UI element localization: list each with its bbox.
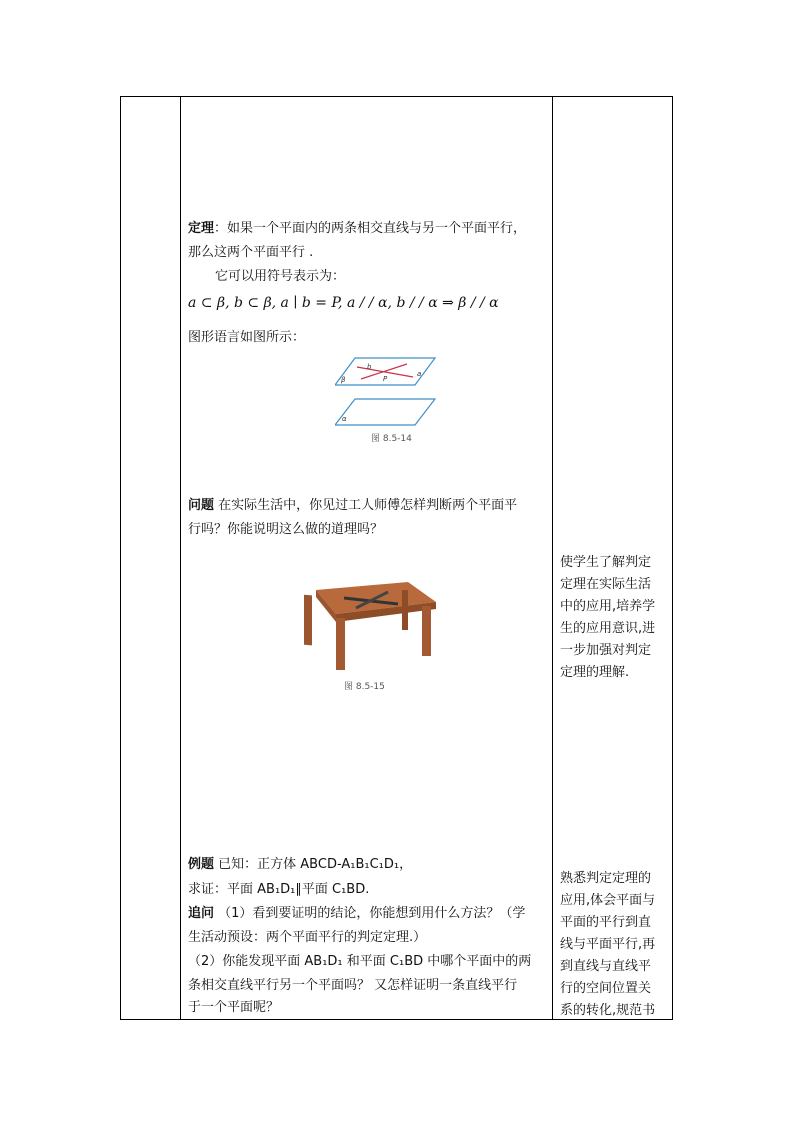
label-alpha: α (342, 415, 347, 423)
followup-line-3: （2）你能发现平面 AB₁D₁ 和平面 C₁BD 中哪个平面中的两 (188, 954, 532, 969)
example-prove: 求证：平面 AB₁D₁∥平面 C₁BD. (188, 882, 370, 897)
theorem-line-1: 定理：如果一个平面内的两条相交直线与另一个平面平行， (188, 221, 527, 236)
label-a: a (417, 370, 422, 378)
label-p: P (383, 375, 388, 383)
symbol-formula: a ⊂ β, b ⊂ β, a ∣ b = P, a / / α, b / / α ⇒ β / / α (188, 295, 499, 311)
example-given: 例题 已知：正方体 ABCD-A₁B₁C₁D₁， (188, 857, 413, 872)
figure2-caption: 图 8.5-15 (344, 682, 385, 692)
followup-label: 追问 (188, 906, 215, 921)
figure1-caption: 图 8.5-14 (371, 434, 412, 444)
side-note-1: 使学生了解判定 定理在实际生活 中的应用,培养学 生的应用意识,进 一步加强对判定 定理的理解. (560, 555, 656, 680)
question-label: 问题 (188, 498, 215, 513)
table-leg (422, 606, 431, 656)
theorem-label: 定理 (188, 221, 215, 236)
label-b: b (367, 363, 372, 371)
theorem-line-4: 图形语言如图所示： (188, 330, 306, 345)
followup-line-4: 条相交直线平行另一个平面吗？ 又怎样证明一条直线平行 (188, 978, 518, 993)
plane-alpha (335, 399, 435, 425)
label-beta: β (341, 376, 346, 384)
theorem-line-2: 那么这两个平面平行 . (188, 245, 314, 260)
followup-line-2: 生活动预设：两个平面平行的判定定理.） (188, 930, 427, 945)
column-divider-1 (180, 96, 181, 1020)
table-photo (296, 572, 441, 672)
table-leg (304, 595, 312, 646)
table-leg (336, 618, 345, 670)
side-note-2: 熟悉判定定理的 应用,体会平面与 平面的平行到直 线与平面平行,再 到直线与直线平 行的空间位置关 系的转化,规范书 (560, 871, 656, 1018)
question-line-1: 问题 在实际生活中，你见过工人师傅怎样判断两个平面平 (188, 498, 518, 513)
example-label: 例题 (188, 857, 215, 872)
table-leg (402, 590, 408, 630)
followup-line-5: 于一个平面呢？ (188, 1000, 280, 1015)
question-line-2: 行吗？你能说明这么做的道理吗？ (188, 522, 384, 537)
followup-line-1: 追问 （1）看到要证明的结论，你能想到用什么方法？（学 (188, 906, 526, 921)
theorem-line-3: 它可以用符号表示为： (215, 269, 346, 284)
column-divider-2 (552, 96, 553, 1020)
